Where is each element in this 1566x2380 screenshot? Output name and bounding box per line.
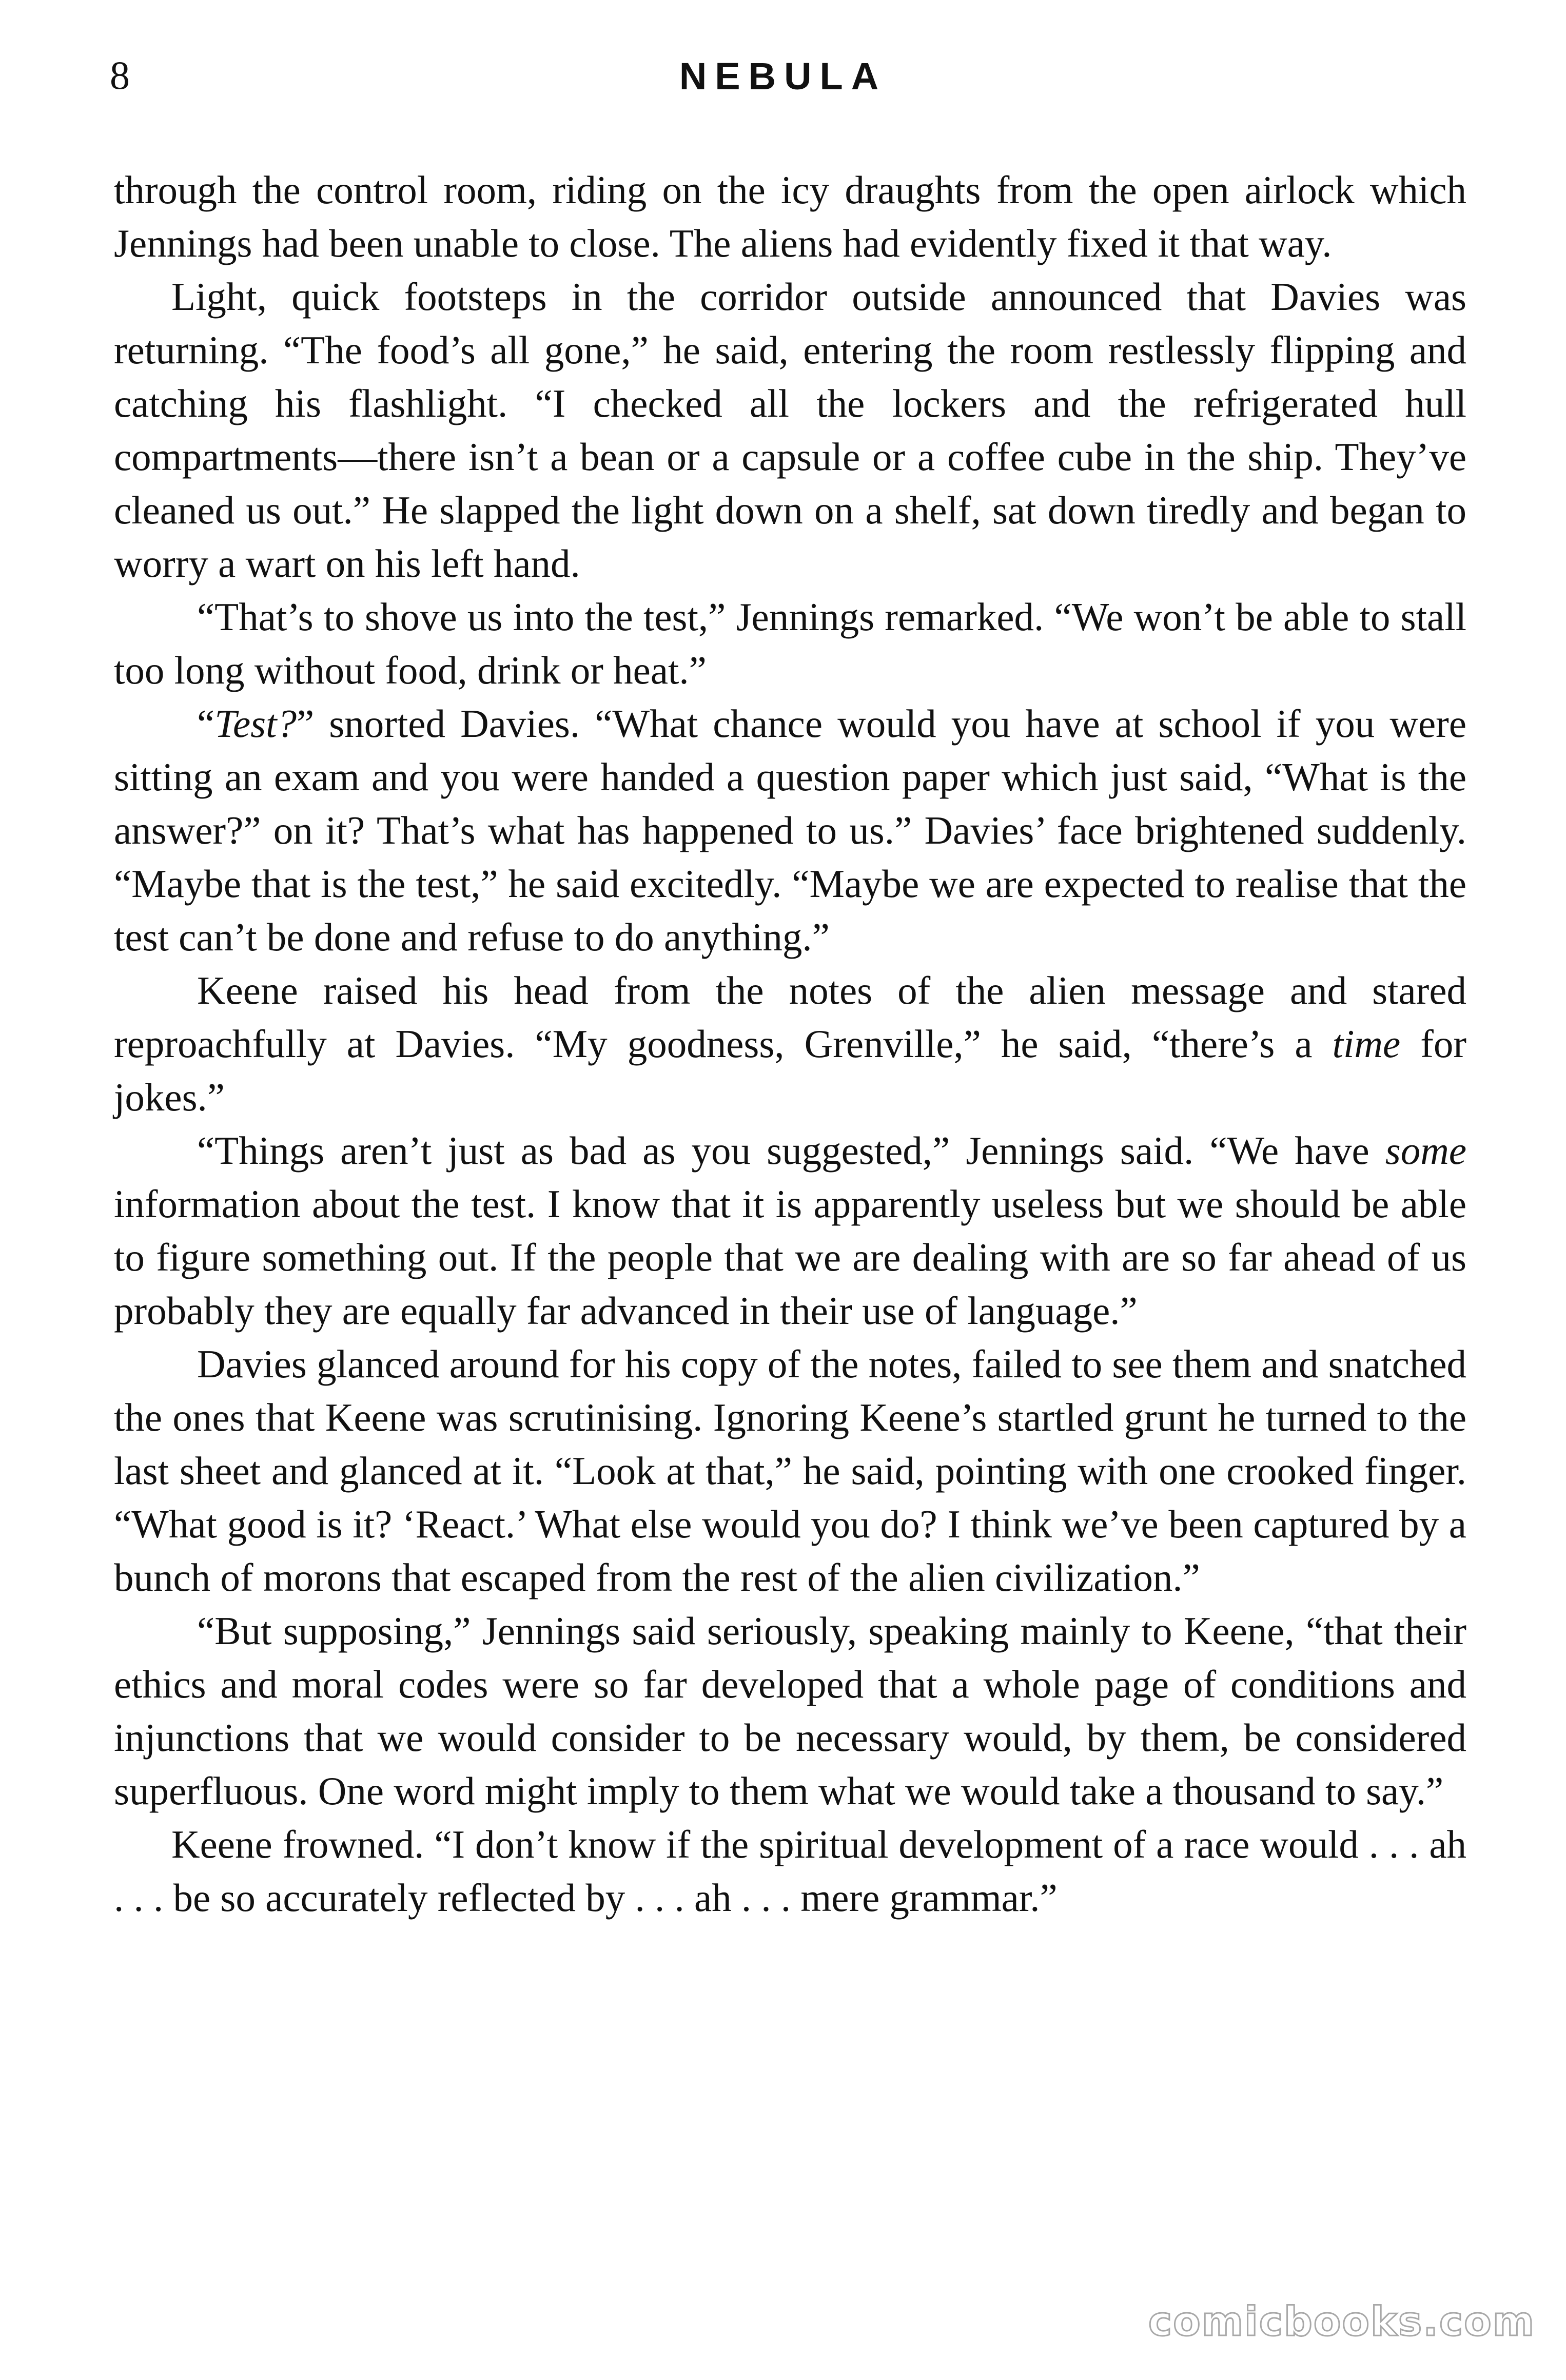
page-number: 8	[110, 53, 130, 97]
text-run: Davies glanced around for his copy of the notes, failed to see them and snatched the ones that Keene was scrutinising. Ignoring Keene’s startled grunt he turned to the last sheet and glanced at it. “Look at that,” he said, pointing with one crooked finger. “What good is it? ‘React.’ What else would you do? I think we’ve been captured by a bunch of morons that escaped from the rest of the alien civilization.”	[114, 1342, 1466, 1599]
body-text	[114, 163, 1466, 1924]
paragraph	[114, 270, 1466, 590]
text-run: through the control room, riding on the icy draughts from the open airlock which Jennings had been unable to close. The aliens had evidently fixed it that way.	[114, 168, 1466, 265]
text-run: “That’s to shove us into the test,” Jennings remarked. “We won’t be able to stall too long without food, drink or heat.”	[114, 595, 1466, 692]
text-run: information about the test. I know that it is apparently useless but we should be able to figure something out. If the people that we are dealing with are so far ahead of us probably they are equally far advanced in their use of language.”	[114, 1182, 1466, 1333]
text-run: Keene frowned. “I don’t know if the spiritual development of a race would . . . ah . . . be so accurately reflected by . . . ah . . . mere grammar.”	[114, 1822, 1466, 1920]
paragraph	[114, 964, 1466, 1124]
paragraph	[114, 1124, 1466, 1337]
text-run: “	[197, 701, 215, 746]
text-run: for jokes.”	[114, 1022, 1466, 1119]
text-run: Keene raised his head from the notes of the alien message and stared reproachfully at Davies. “My goodness, Grenville,” he said, “there’s a	[114, 968, 1466, 1066]
watermark-logo: comicbooks.com	[1148, 2299, 1535, 2345]
paragraph	[114, 1818, 1466, 1924]
text-run: ” snorted Davies. “What chance would you have at school if you were sitting an exam and you were handed a question paper which just said, “What is the answer?” on it? That’s what has happened to us.” Davies’ face brightened suddenly. “Maybe that is the test,” he said excitedly. “Maybe we are expected to realise that the test can’t be done and refuse to do anything.”	[114, 701, 1466, 959]
running-title: NEBULA	[679, 55, 887, 97]
paragraph	[114, 590, 1466, 697]
paragraph	[114, 1604, 1466, 1818]
text-run: “But supposing,” Jennings said seriously, speaking mainly to Keene, “that their ethics and moral codes were so far developed that a whole page of conditions and injunctions that we would consider to be necessary would, by them, be considered superfluous. One word might imply to them what we would take a thousand to say.”	[114, 1609, 1466, 1813]
italic-text: Test?	[214, 701, 297, 746]
paragraph	[114, 697, 1466, 964]
italic-text: some	[1385, 1128, 1466, 1173]
text-run: “Things aren’t just as bad as you suggested,” Jennings said. “We have	[197, 1128, 1385, 1173]
paragraph	[114, 1337, 1466, 1604]
text-run: Light, quick footsteps in the corridor outside announced that Davies was returning. “The food’s all gone,” he said, entering the room restlessly flipping and catching his flashlight. “I checked all the lockers and the refrigerated hull compartments—there isn’t a bean or a capsule or a coffee cube in the ship. They’ve cleaned us out.” He slapped the light down on a shelf, sat down tiredly and began to worry a wart on his left hand.	[114, 275, 1466, 586]
italic-text: time	[1332, 1022, 1401, 1066]
paragraph	[114, 163, 1466, 270]
